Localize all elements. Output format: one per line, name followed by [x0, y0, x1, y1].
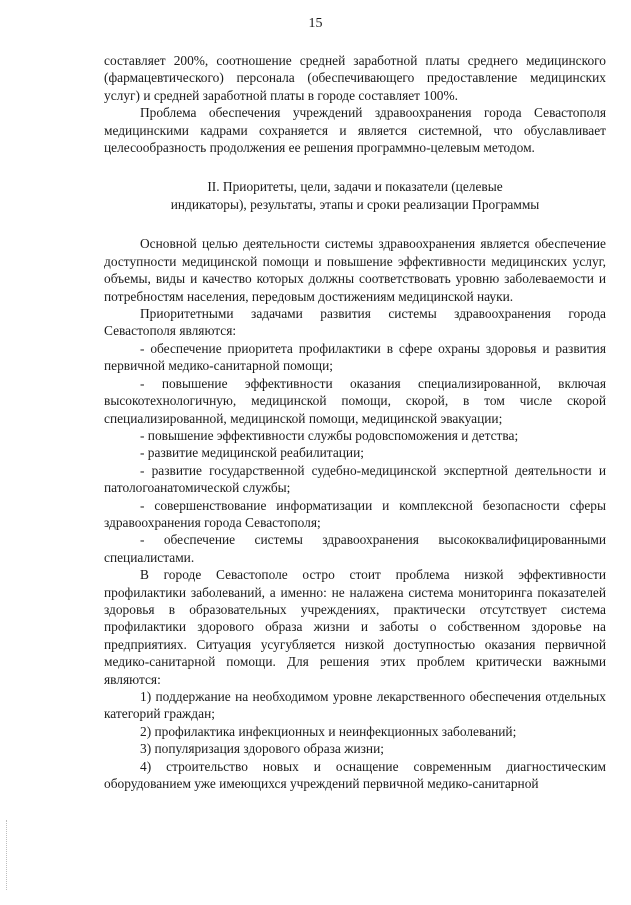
tasks-list	[104, 340, 606, 566]
paragraph-salary-ratio: составляет 200%, соотношение средней заработной платы среднего медицинского (фармацевтического) персонала (обеспечивающего предоставление медицинских услуг) и средней заработной платы в городе составляет 100%.	[104, 53, 606, 103]
page-number: 15	[308, 16, 323, 31]
scan-edge-mark	[6, 820, 8, 890]
list-item: 2) профилактика инфекционных и неинфекционных заболеваний;	[140, 723, 517, 739]
section-heading-line-2: индикаторы), результаты, этапы и сроки реализации Программы	[170, 197, 540, 213]
paragraph-prevention-problem: В городе Севастополе остро стоит проблема низкой эффективности профилактики заболеваний, а именно: не налажена система мониторинга показателей здоровья в образовательных учреждениях, практически отсутствует система профилактики здорового образа жизни и заботы о собственном здоровье на предприятиях. Ситуация усугубляется низкой доступностью оказания первичной медико-санитарной помощи. Для решения этих проблем критически важными являются:	[104, 567, 606, 687]
section-heading	[104, 178, 606, 214]
list-item: - развитие медицинской реабилитации;	[140, 445, 364, 461]
list-item: - совершенствование информатизации и комплексной безопасности сферы здравоохранения города Севастополя;	[104, 497, 606, 530]
list-item: 4) строительство новых и оснащение современным диагностическим оборудованием уже имеющихся учреждений первичной медико-санитарной	[104, 758, 606, 792]
paragraph-tasks-intro: Приоритетными задачами развития системы здравоохранения города Севастополя являются:	[104, 306, 606, 339]
paragraph-main-goal: Основной целью деятельности системы здравоохранения является обеспечение доступности медицинской помощи и повышение эффективности медицинских услуг, объемы, виды и качество которых должны соответствовать уровню заболеваемости и потребностям населения, передовым достижениям медицинской науки.	[104, 236, 606, 304]
list-item: - обеспечение приоритета профилактики в сфере охраны здоровья и развития первичной медико-санитарной помощи;	[104, 340, 606, 374]
list-item: - повышение эффективности оказания специализированной, включая высокотехнологичную, медицинской помощи, скорой, в том числе скорой специализированной, медицинской помощи, медицинской эвакуации;	[104, 375, 606, 426]
paragraph-staffing-problem: Проблема обеспечения учреждений здравоохранения города Севастополя медицинскими кадрами сохраняется и является системной, что обуславливает целесообразность продолжения ее решения программно-целевым методом.	[104, 105, 606, 156]
page-body	[104, 52, 606, 792]
list-item: 1) поддержание на необходимом уровне лекарственного обеспечения отдельных категорий граждан;	[104, 689, 606, 722]
list-item: - развитие государственной судебно-медицинской экспертной деятельности и патологоанатомической службы;	[104, 462, 606, 496]
section-heading-line-1: II. Приоритеты, цели, задачи и показатели (целевые	[207, 179, 503, 195]
list-item: 3) популяризация здорового образа жизни;	[140, 741, 384, 757]
list-item: - повышение эффективности службы родовспоможения и детства;	[140, 427, 519, 443]
critical-items-list	[104, 688, 606, 792]
list-item: - обеспечение системы здравоохранения высококвалифицированными специалистами.	[104, 532, 606, 565]
